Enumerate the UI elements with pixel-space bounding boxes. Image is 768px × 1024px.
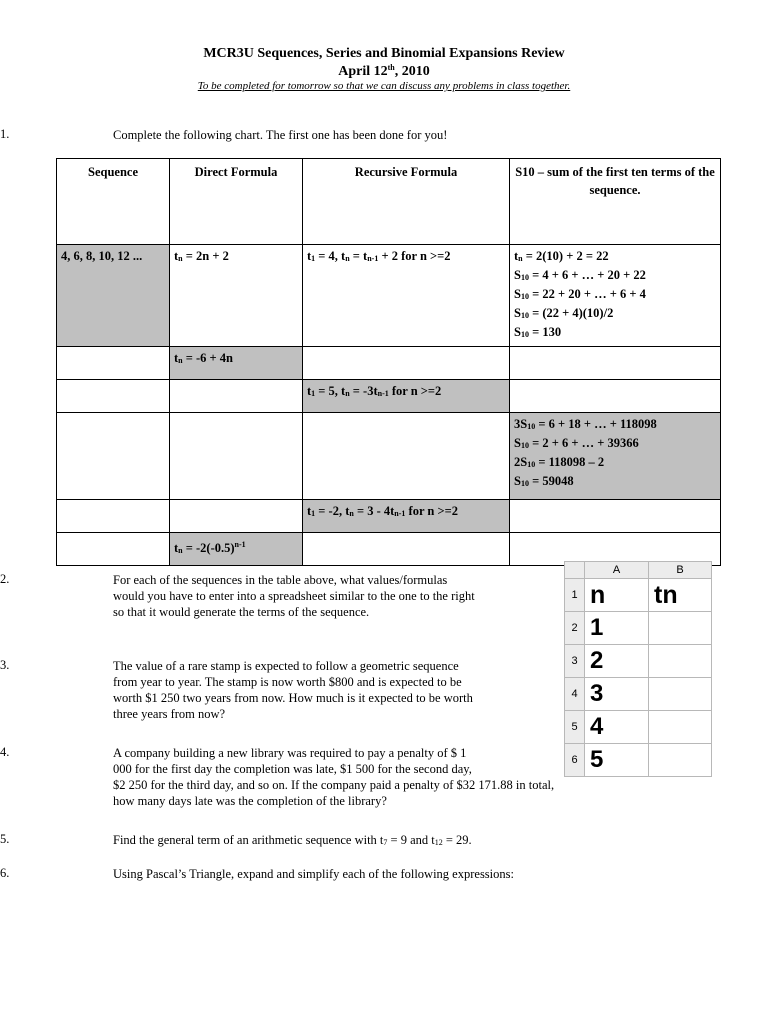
s10-line: 2S10 = 118098 – 2	[514, 455, 605, 469]
header-direct-formula: Direct Formula	[170, 159, 303, 245]
column-header-a: A	[585, 562, 649, 579]
cell-sequence	[57, 533, 170, 566]
question-4-number: 4.	[0, 745, 10, 759]
question-3-text: The value of a rare stamp is expected to follow a geometric sequence from year to year. The stamp is now worth $800 and is expected to be worth $1 250 two years from now. How much is it expected to be worth three years from now?	[113, 659, 473, 721]
cell-s10	[510, 245, 721, 347]
cell-a4: 3	[585, 678, 649, 711]
s10-line: S10 = (22 + 4)(10)/2	[514, 306, 614, 320]
header-s10: S10 – sum of the first ten terms of the sequence.	[510, 159, 721, 245]
spreadsheet-row	[565, 744, 712, 777]
s10-line: S10 = 2 + 6 + … + 39366	[514, 436, 639, 450]
row-header: 1	[565, 579, 585, 612]
chart-row-3	[57, 380, 721, 413]
cell-direct: tn = -6 + 4n	[170, 347, 303, 380]
header-recursive-formula: Recursive Formula	[303, 159, 510, 245]
cell-s10	[510, 500, 721, 533]
cell-direct	[170, 380, 303, 413]
spreadsheet-row	[565, 678, 712, 711]
question-3-number: 3.	[0, 658, 10, 672]
column-header-b: B	[649, 562, 712, 579]
cell-sequence	[57, 380, 170, 413]
cell-recursive: t1 = 4, tn = tn-1 + 2 for n >=2	[303, 245, 510, 347]
spreadsheet-row	[565, 579, 712, 612]
row-header: 5	[565, 711, 585, 744]
cell-recursive	[303, 347, 510, 380]
cell-s10	[510, 380, 721, 413]
spreadsheet-row	[565, 612, 712, 645]
chart-row-5	[57, 500, 721, 533]
question-5-text: Find the general term of an arithmetic sequence with t7 = 9 and t12 = 29.	[113, 833, 472, 847]
cell-recursive	[303, 413, 510, 500]
question-2-text: For each of the sequences in the table above, what values/formulas would you have to enter into a spreadsheet similar to the one to the right so that it would generate the terms of the sequence.	[113, 573, 475, 619]
question-6-number: 6.	[0, 866, 10, 880]
cell-s10	[510, 347, 721, 380]
s10-line: S10 = 4 + 6 + … + 20 + 22	[514, 268, 646, 282]
row-header: 2	[565, 612, 585, 645]
cell-b6	[649, 744, 712, 777]
spreadsheet-corner	[565, 562, 585, 579]
question-2-number: 2.	[0, 572, 10, 586]
cell-a2: 1	[585, 612, 649, 645]
row-header: 3	[565, 645, 585, 678]
question-1-number: 1.	[0, 127, 10, 141]
cell-a6: 5	[585, 744, 649, 777]
spreadsheet-row	[565, 711, 712, 744]
cell-recursive: t1 = -2, tn = 3 - 4tn-1 for n >=2	[303, 500, 510, 533]
cell-sequence	[57, 500, 170, 533]
cell-s10	[510, 413, 721, 500]
page-subtitle: To be completed for tomorrow so that we can discuss any problems in class together.	[197, 80, 571, 92]
cell-b2	[649, 612, 712, 645]
cell-b5	[649, 711, 712, 744]
cell-a3: 2	[585, 645, 649, 678]
row-header: 6	[565, 744, 585, 777]
header-sequence: Sequence	[57, 159, 170, 245]
sequence-chart	[56, 158, 721, 566]
cell-direct: tn = $-2(-0.5)^{n-1}$	[170, 533, 303, 566]
cell-sequence: 4, 6, 8, 10, 12 ...	[57, 245, 170, 347]
cell-direct	[170, 500, 303, 533]
chart-header-row	[57, 159, 721, 245]
s10-line: 3S10 = 6 + 18 + … + 118098	[514, 417, 657, 431]
cell-recursive: t1 = 5, tn = -3tn-1 for n >=2	[303, 380, 510, 413]
chart-row-1	[57, 245, 721, 347]
spreadsheet	[564, 561, 711, 779]
question-1-text: Complete the following chart. The first one has been done for you!	[113, 128, 448, 142]
s10-line: S10 = 130	[514, 325, 562, 339]
s10-line: tn = 2(10) + 2 = 22	[514, 249, 609, 263]
question-4-text: A company building a new library was required to pay a penalty of $ 1 000 for the first day the completion was late, $1 500 for the second day, $2 250 for the third day, and so on. If the company paid a penalty of $32 171.88 in total, how many days late was the completion of the library?	[113, 746, 555, 808]
question-6-text: Using Pascal’s Triangle, expand and simplify each of the following expressions:	[113, 867, 514, 881]
cell-b4	[649, 678, 712, 711]
cell-direct	[170, 413, 303, 500]
cell-direct: tn = 2n + 2	[170, 245, 303, 347]
cell-b3	[649, 645, 712, 678]
page-title: MCR3U Sequences, Series and Binomial Expansions Review	[203, 46, 565, 61]
question-5-number: 5.	[0, 832, 10, 846]
cell-a1: n	[585, 579, 649, 612]
cell-recursive	[303, 533, 510, 566]
chart-row-2	[57, 347, 721, 380]
row-header: 4	[565, 678, 585, 711]
cell-a5: 4	[585, 711, 649, 744]
s10-line: S10 = 59048	[514, 474, 574, 488]
cell-sequence	[57, 347, 170, 380]
spreadsheet-row	[565, 645, 712, 678]
cell-sequence	[57, 413, 170, 500]
page-date: April 12th, 2010	[338, 63, 430, 79]
cell-b1: tn	[649, 579, 712, 612]
s10-line: S10 = 22 + 20 + … + 6 + 4	[514, 287, 646, 301]
spreadsheet-column-headers	[565, 562, 712, 579]
chart-row-4	[57, 413, 721, 500]
